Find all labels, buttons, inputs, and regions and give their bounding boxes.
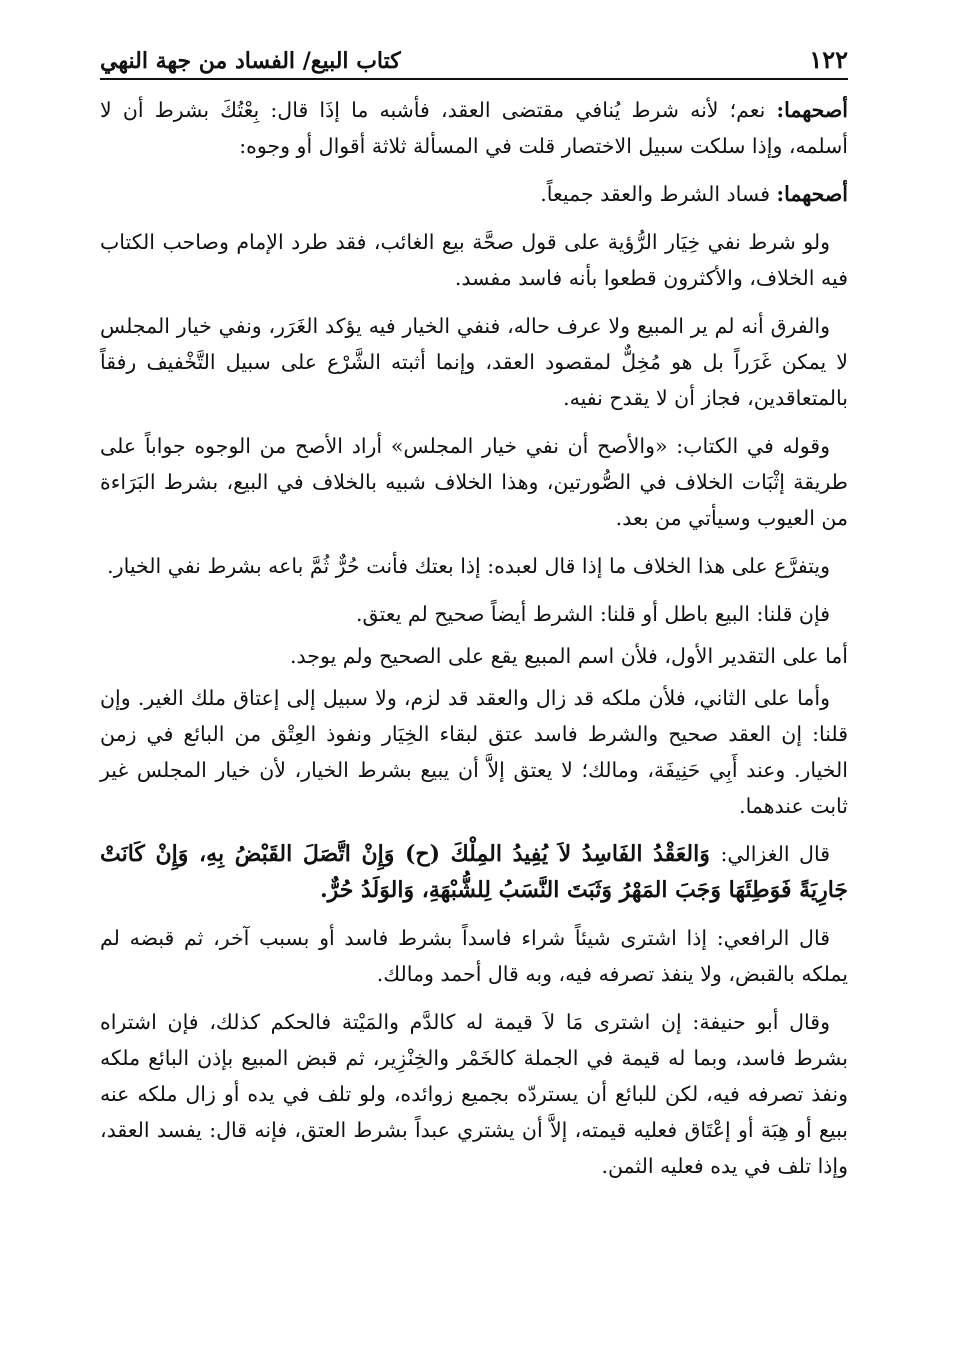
paragraph-11 [100, 920, 848, 992]
paragraph-text: نعم؛ لأنه شرط يُنافي مقتضى العقد، فأشبه ما إذَا قال: بِعْتُكَ بشرط أن لا أسلمه، وإذا سلكت سبيل الاختصار قلت في المسألة ثلاثة أقوال أو وجوه: [100, 98, 848, 158]
paragraph-5 [100, 428, 848, 536]
paragraph-text: وأما على الثاني، فلأن ملكه قد زال والعقد قد لزم، ولا سبيل إلى إعتاق ملك الغير. وإن قلنا: إن العقد صحيح والشرط فاسد عتق لبقاء الخِيَار ونفوذ العِتْق من البائع في زمن الخيار. وعند أَبِي حَنِيفَة، ومالك؛ لا يعتق إلاَّ أن يبيع بشرط الخيار، لأن خيار المجلس غير ثابت عندهما. [100, 686, 848, 818]
paragraph-2 [100, 176, 848, 212]
paragraph-text: ولو شرط نفي خِيَار الرُّؤية على قول صحَّة بيع الغائب، فقد طرد الإمام وصاحب الكتاب فيه الخلاف، والأكثرون قطعوا بأنه فاسد مفسد. [100, 230, 848, 290]
paragraph-7 [100, 596, 848, 632]
paragraph-8 [100, 638, 848, 674]
paragraph-text: وقوله في الكتاب: «والأصح أن نفي خيار المجلس» أراد الأصح من الوجوه جواباً على طريقة إثْبَات الخلاف في الصُّورتين، وهذا الخلاف شبيه بالخلاف في البيع، بشرط البَرَاءة من العيوب وسيأتي من بعد. [100, 434, 848, 530]
paragraph-4 [100, 308, 848, 416]
paragraph-text: أما على التقدير الأول، فلأن اسم المبيع يقع على الصحيح ولم يوجد. [290, 644, 848, 668]
paragraph-9 [100, 680, 848, 824]
paragraph-1 [100, 92, 848, 164]
page-number: ١٢٢ [809, 45, 848, 74]
paragraph-lead: أصحهما: [776, 182, 848, 206]
ghazali-quote [100, 836, 848, 908]
paragraph-3 [100, 224, 848, 296]
page-header [100, 36, 848, 80]
paragraph-12 [100, 1004, 848, 1184]
running-title: كتاب البيع/ الفساد من جهة النهي [100, 48, 401, 74]
quote-attribution: قال الغزالي: [720, 842, 830, 866]
paragraph-text: فساد الشرط والعقد جميعاً. [540, 182, 777, 206]
paragraph-lead: أصحهما: [776, 98, 848, 122]
paragraph-text: ويتفرَّع على هذا الخلاف ما إذا قال لعبده: إذا بعتك فأنت حُرٌّ ثُمَّ باعه بشرط نفي الخيار. [107, 554, 830, 578]
paragraph-text: قال الرافعي: إذا اشترى شيئاً شراء فاسداً بشرط فاسد أو بسبب آخر، ثم قبضه لم يملكه بالقبض، ولا ينفذ تصرفه فيه، وبه قال أحمد ومالك. [100, 926, 848, 986]
page-body [100, 92, 848, 1196]
paragraph-text: فإن قلنا: البيع باطل أو قلنا: الشرط أيضاً صحيح لم يعتق. [356, 602, 830, 626]
quote-text: وَالعَقْدُ الفَاسِدُ لاَ يُفِيدُ المِلْكَ (ح) وَإِنْ اتَّصَلَ القَبْضُ بِهِ، وَإِنْ كَانَتْ جَارِيَةً فَوَطِئَهَا وَجَبَ المَهْرُ وَثَبَتَ النَّسَبُ لِلشُّبْهَةِ، وَالوَلَدُ حُرٌّ. [100, 841, 848, 903]
paragraph-text: والفرق أنه لم ير المبيع ولا عرف حاله، فنفي الخيار فيه يؤكد الغَرَر، ونفي خيار المجلس لا يمكن غَرَراً بل هو مُخِلٌّ لمقصود العقد، وإنما أثبته الشَّرْع على سبيل التَّخْفيف رفقاً بالمتعاقدين، فجاز أن لا يقدح نفيه. [100, 314, 848, 410]
paragraph-6 [100, 548, 848, 584]
paragraph-text: وقال أبو حنيفة: إن اشترى مَا لاَ قيمة له كالدَّم والمَيْتة فالحكم كذلك، فإن اشتراه بشرط فاسد، وبما له قيمة في الجملة كالخَمْر والخِنْزِير، ثم قبض المبيع بإذن البائع ملكه ونفذ تصرفه فيه، لكن للبائع أن يستردّه بجميع زوائده، ولو تلف في يده أو زال ملكه عنه ببيع أو هِبَة أو إعْتَاق فعليه قيمته، إلاَّ أن يشتري عبداً بشرط العتق، فإنه قال: يفسد العقد، وإذا تلف في يده فعليه الثمن. [100, 1010, 848, 1178]
